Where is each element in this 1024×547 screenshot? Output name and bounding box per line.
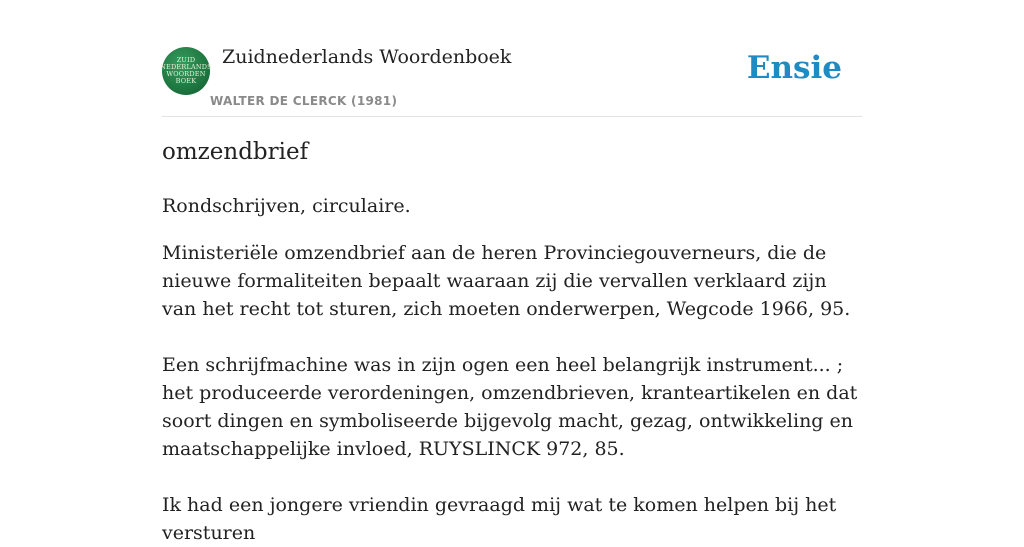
dictionary-logo[interactable] bbox=[162, 47, 210, 95]
logo-text-line: WOORDEN bbox=[166, 70, 206, 78]
entry-example: Ik had een jongere vriendin gevraagd mij wat te komen helpen bij het versturen bbox=[162, 494, 837, 544]
dictionary-title-link[interactable]: Zuidnederlands Woordenboek bbox=[222, 46, 512, 68]
dictionary-author: WALTER DE CLERCK (1981) bbox=[210, 94, 398, 108]
entry-definition: Rondschrijven, circulaire. bbox=[162, 195, 411, 217]
entry-example: Een schrijfmachine was in zijn ogen een heel belangrijk instrument... ; het produceerde verordeningen, omzendbrieven, kranteartikelen en dat soort dingen en symboliseerde bijgevolg macht, gezag, ontwikkeling en maatschappelijke invloed, RUYSLINCK 972, 85. bbox=[162, 354, 858, 460]
logo-text-line: ZUID bbox=[176, 56, 196, 64]
page-container bbox=[160, 0, 862, 544]
entry-example: Ministeriële omzendbrief aan de heren Provinciegouverneurs, die de nieuwe formaliteiten bepaalt waaraan zij die vervallen verklaard zijn van het recht tot sturen, zich moeten onderwerpen, Wegcode 1966, 95. bbox=[162, 242, 851, 320]
logo-text-line: NEDERLANDS bbox=[160, 63, 212, 71]
ensie-logo-link[interactable]: Ensie bbox=[746, 50, 842, 86]
logo-text-line: BOEK bbox=[175, 77, 197, 85]
entry-headword: omzendbrief bbox=[162, 139, 309, 165]
dictionary-header bbox=[162, 0, 862, 117]
